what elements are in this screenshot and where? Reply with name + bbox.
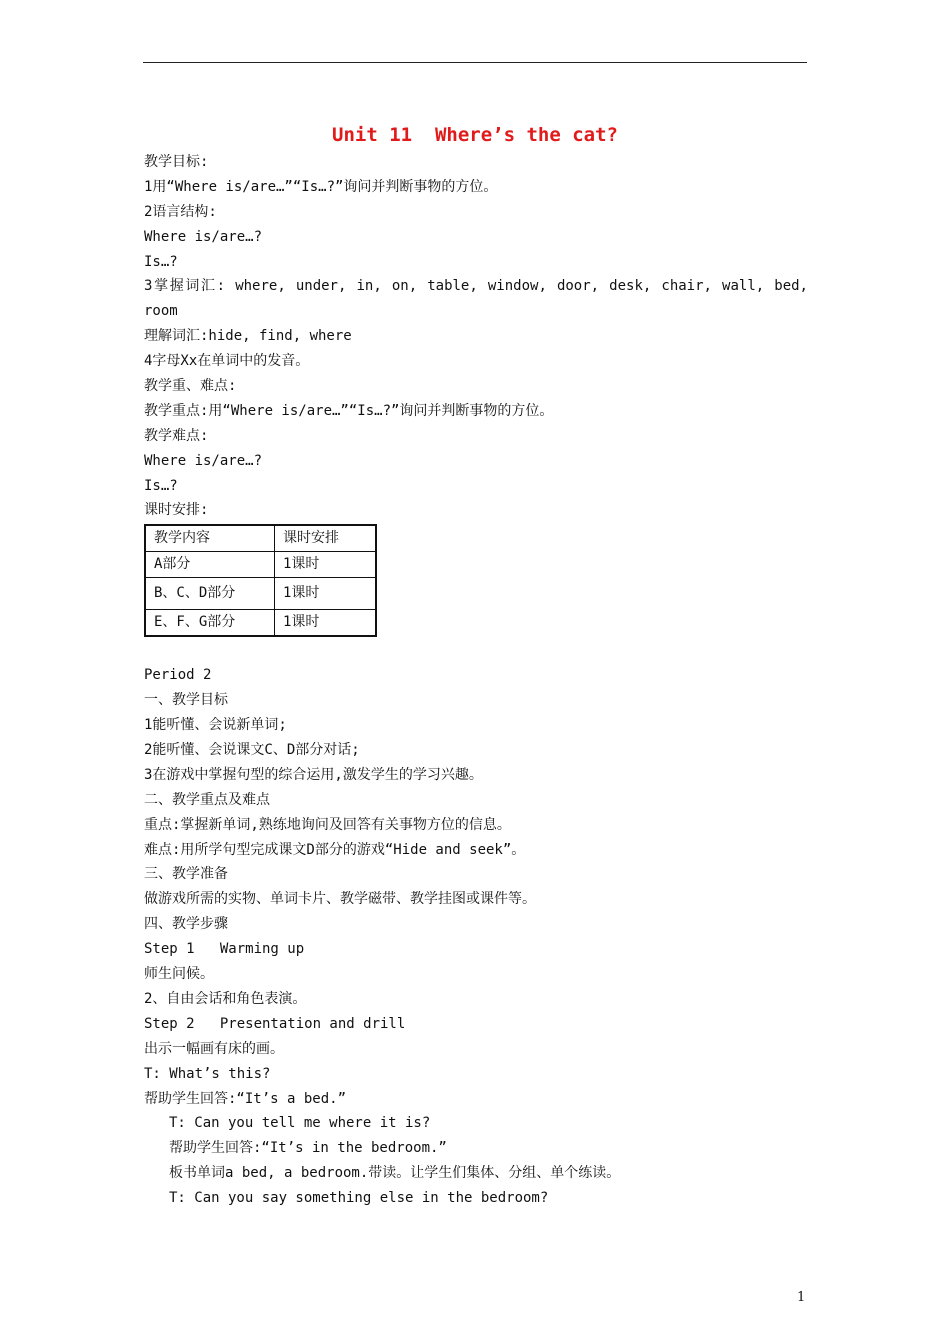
table-cell: E、F、G部分: [145, 610, 275, 637]
section-heading: 一、教学目标: [144, 692, 228, 709]
step-text: 2、自由会话和角色表演。: [144, 990, 307, 1007]
table-cell: 1课时: [275, 578, 377, 610]
table-row: [145, 552, 376, 578]
difficulty-pattern-1: Where is/are…?: [144, 452, 263, 469]
page-title: Unit 11 Where’s the cat?: [332, 124, 618, 146]
schedule-table: [144, 524, 377, 637]
difficulty-heading: 教学难点:: [144, 427, 209, 444]
table-cell: B、C、D部分: [145, 578, 275, 610]
list-item: 重点:掌握新单词,熟练地询问及回答有关事物方位的信息。: [144, 816, 511, 833]
section-heading: 四、教学步骤: [144, 916, 228, 933]
teaching-focus: 教学重点:用“Where is/are…”“Is…?”询问并判断事物的方位。: [144, 402, 554, 419]
step-text: 板书单词a bed, a bedroom.带读。让学生们集体、分组、单个练读。: [169, 1165, 621, 1182]
table-cell: 1课时: [275, 610, 377, 637]
table-cell: 1课时: [275, 552, 377, 578]
objective-item-2: 2语言结构:: [144, 203, 217, 220]
list-item: 做游戏所需的实物、单词卡片、教学磁带、教学挂图或课件等。: [144, 891, 536, 908]
step-text: 师生问候。: [144, 966, 214, 983]
section-heading: 二、教学重点及难点: [144, 791, 270, 808]
step-heading: Step 2 Presentation and drill: [144, 1015, 406, 1032]
document-body: [144, 150, 808, 1211]
key-points-heading: 教学重、难点:: [144, 378, 237, 395]
vocabulary-line-2: room: [144, 303, 178, 320]
vocabulary-line-1: 3掌握词汇: where, under, in, on, table, window, door, desk, chair, wall, bed,: [144, 278, 808, 295]
list-item: 难点:用所学句型完成课文D部分的游戏“Hide and seek”。: [144, 841, 526, 858]
step-text: T: What’s this?: [144, 1065, 271, 1082]
step-text: 帮助学生回答:“It’s a bed.”: [144, 1090, 347, 1107]
step-text: T: Can you tell me where it is?: [169, 1115, 431, 1132]
page-number: 1: [797, 1290, 806, 1305]
list-item: 2能听懂、会说课文C、D部分对话;: [144, 742, 360, 759]
step-text: T: Can you say something else in the bedroom?: [169, 1190, 549, 1207]
objectives-heading: 教学目标:: [144, 154, 209, 170]
table-header-cell: 教学内容: [145, 525, 275, 552]
table-row: [145, 578, 376, 610]
period-title: Period 2: [144, 667, 212, 684]
header-rule: [143, 62, 807, 63]
table-cell: A部分: [145, 552, 275, 578]
understand-vocabulary: 理解词汇:hide, find, where: [144, 328, 352, 345]
list-item: 1能听懂、会说新单词;: [144, 717, 287, 734]
section-heading: 三、教学准备: [144, 866, 228, 883]
table-row: [145, 610, 376, 637]
objective-item-1: 1用“Where is/are…”“Is…?”询问并判断事物的方位。: [144, 178, 498, 195]
objective-item-4: 4字母Xx在单词中的发音。: [144, 353, 310, 370]
step-text: 出示一幅画有床的画。: [144, 1040, 284, 1057]
list-item: 3在游戏中掌握句型的综合运用,激发学生的学习兴趣。: [144, 766, 483, 783]
spacer: [144, 637, 808, 663]
schedule-heading: 课时安排:: [144, 502, 209, 519]
step-text: 帮助学生回答:“It’s in the bedroom.”: [169, 1140, 447, 1157]
sentence-pattern-2: Is…?: [144, 253, 178, 270]
table-header-cell: 课时安排: [275, 525, 377, 552]
table-header-row: [145, 525, 376, 552]
sentence-pattern-1: Where is/are…?: [144, 228, 263, 245]
step-heading: Step 1 Warming up: [144, 941, 305, 958]
difficulty-pattern-2: Is…?: [144, 477, 178, 494]
